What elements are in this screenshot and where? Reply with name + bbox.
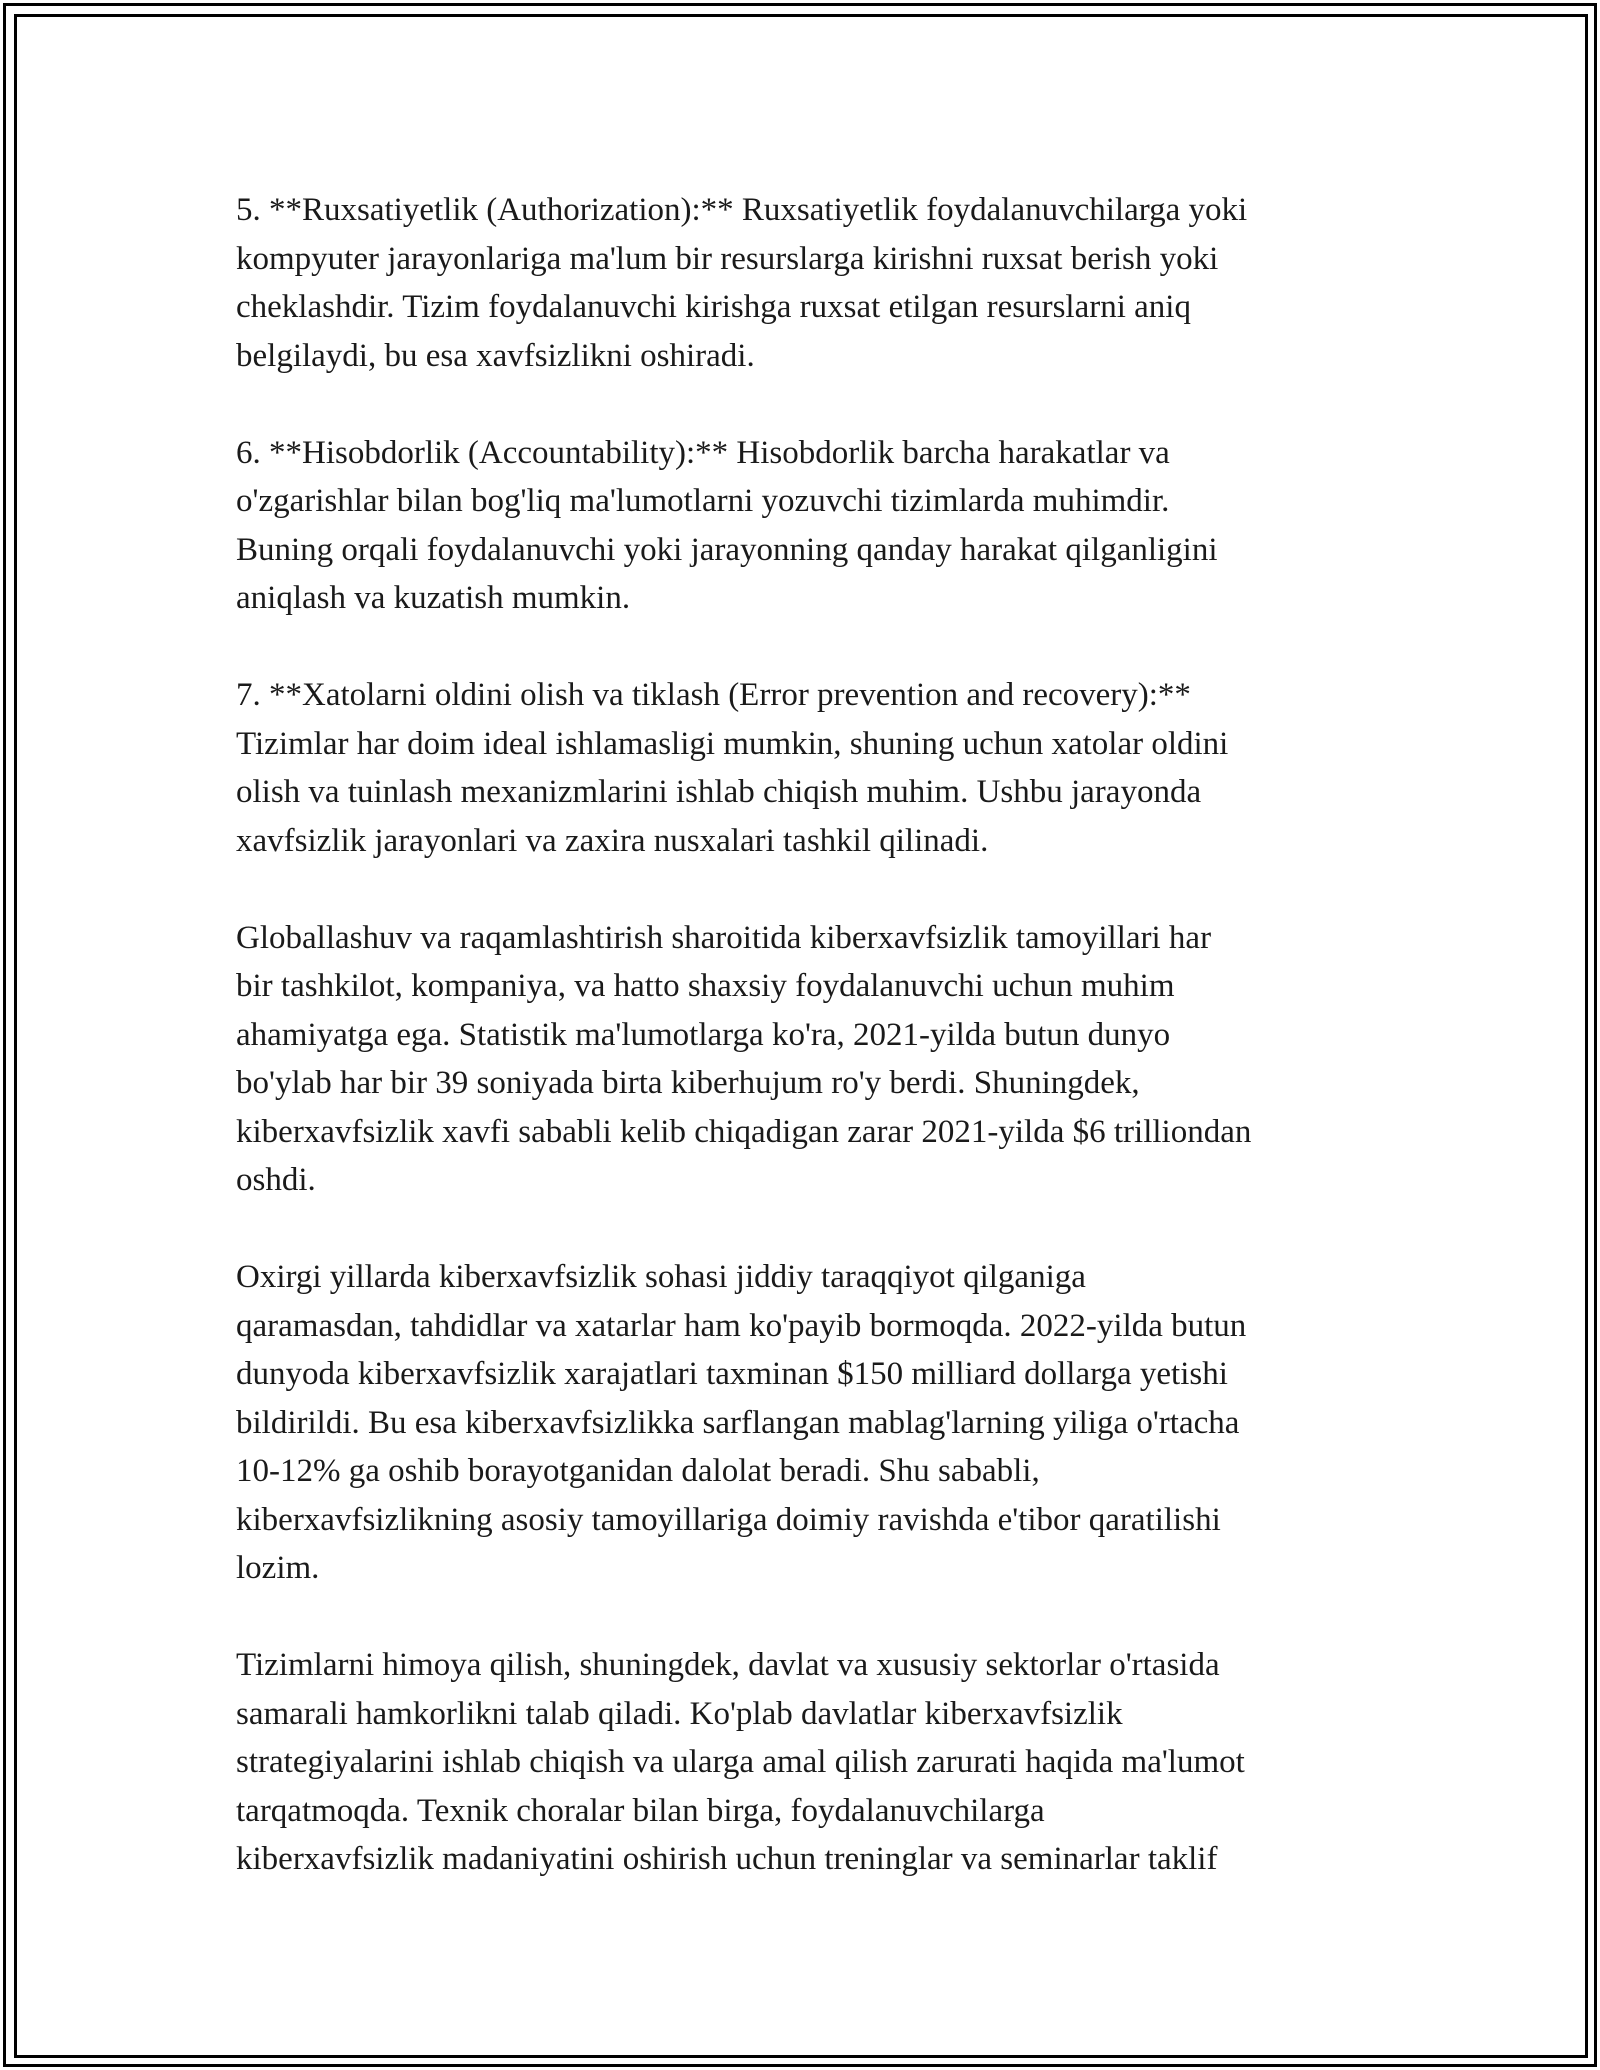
text-line: xavfsizlik jarayonlari va zaxira nusxalari tashkil qilinadi. [236, 822, 989, 859]
text-line: Tizimlar har doim ideal ishlamasligi mumkin, shuning uchun xatolar oldini [236, 725, 1229, 762]
text-line: Oxirgi yillarda kiberxavfsizlik sohasi jiddiy taraqqiyot qilganiga [236, 1259, 1086, 1295]
text-line: Tizimlarni himoya qilish, shuningdek, davlat va xususiy sektorlar o'rtasida [236, 1647, 1220, 1683]
text-line: strategiyalarini ishlab chiqish va ularga amal qilish zarurati haqida ma'lumot [236, 1744, 1245, 1780]
text-line: oshdi. [236, 1162, 316, 1198]
text-line: samarali hamkorlikni talab qiladi. Ko'plab davlatlar kiberxavfsizlik [236, 1695, 1123, 1732]
paragraph-accountability [236, 429, 1386, 623]
text-line: kiberxavfsizlik madaniyatini oshirish uchun treninglar va seminarlar taklif [236, 1841, 1218, 1877]
text-line: kompyuter jarayonlariga ma'lum bir resurslarga kirishni ruxsat berish yoki [236, 240, 1219, 277]
text-line: o'zgarishlar bilan bog'liq ma'lumotlarni yozuvchi tizimlarda muhimdir. [236, 483, 1170, 519]
text-line: tarqatmoqda. Texnik choralar bilan birga, foydalanuvchilarga [236, 1792, 1045, 1829]
text-line: bir tashkilot, kompaniya, va hatto shaxsiy foydalanuvchi uchun muhim [236, 968, 1175, 1004]
text-line: 7. **Xatolarni oldini olish va tiklash (Error prevention and recovery):** [236, 677, 1191, 713]
text-line: Buning orqali foydalanuvchi yoki jarayonning qanday harakat qilganligini [236, 531, 1218, 568]
text-line: lozim. [236, 1550, 320, 1586]
paragraph-globalization [236, 914, 1386, 1205]
text-line: Globallashuv va raqamlashtirish sharoitida kiberxavfsizlik tamoyillari har [236, 919, 1212, 956]
text-line: 6. **Hisobdorlik (Accountability):** Hisobdorlik barcha harakatlar va [236, 434, 1170, 471]
text-line: belgilaydi, bu esa xavfsizlikni oshiradi. [236, 337, 755, 374]
paragraph-recent-years [236, 1253, 1386, 1593]
text-line: bo'ylab har bir 39 soniyada birta kiberhujum ro'y berdi. Shuningdek, [236, 1065, 1140, 1101]
text-line: qaramasdan, tahdidlar va xatarlar ham ko'payib bormoqda. 2022-yilda butun [236, 1307, 1247, 1344]
text-line: bildirildi. Bu esa kiberxavfsizlikka sarflangan mablag'larning yiliga o'rtacha [236, 1404, 1240, 1441]
text-line: 5. **Ruxsatiyetlik (Authorization):** Ruxsatiyetlik foydalanuvchilarga yoki [236, 192, 1248, 228]
paragraph-system-protection [236, 1641, 1386, 1884]
text-line: 10-12% ga oshib borayotganidan dalolat beradi. Shu sababli, [236, 1453, 1040, 1489]
document-body [236, 186, 1386, 1932]
text-line: olish va tuinlash mexanizmlarini ishlab chiqish muhim. Ushbu jarayonda [236, 774, 1202, 810]
text-line: ahamiyatga ega. Statistik ma'lumotlarga ko'ra, 2021-yilda butun dunyo [236, 1016, 1171, 1053]
text-line: kiberxavfsizlikning asosiy tamoyillariga doimiy ravishda e'tibor qaratilishi [236, 1501, 1221, 1538]
text-line: aniqlash va kuzatish mumkin. [236, 580, 631, 616]
text-line: cheklashdir. Tizim foydalanuvchi kirishga ruxsat etilgan resurslarni aniq [236, 289, 1191, 325]
paragraph-error-prevention [236, 671, 1386, 865]
text-line: dunyoda kiberxavfsizlik xarajatlari taxminan $150 milliard dollarga yetishi [236, 1356, 1228, 1392]
paragraph-authorization [236, 186, 1386, 380]
text-line: kiberxavfsizlik xavfi sababli kelib chiqadigan zarar 2021-yilda $6 trilliondan [236, 1113, 1252, 1150]
